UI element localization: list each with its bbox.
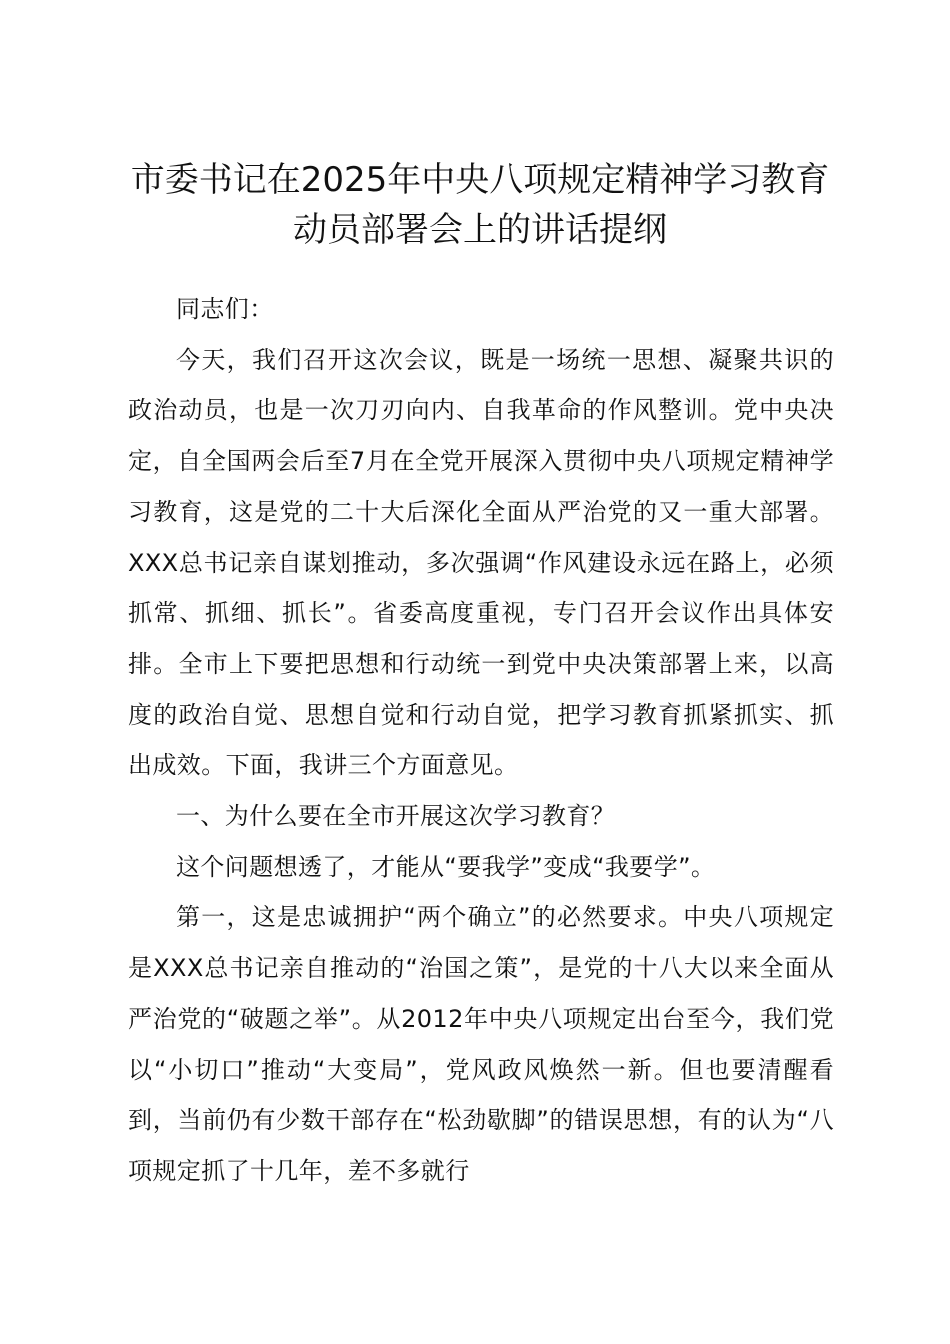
intro-paragraph: 今天，我们召开这次会议，既是一场统一思想、凝聚共识的政治动员，也是一次刀刃向内、自我革命的作风整训。党中央决定，自全国两会后至7月在全党开展深入贯彻中央八项规定精神学习教育，这是党的二十大后深化全面从严治党的又一重大部署。XXX总书记亲自谋划推动，多次强调“作风建设永远在路上，必须抓常、抓细、抓长”。省委高度重视，专门召开会议作出具体安排。全市上下要把思想和行动统一到党中央决策部署上来，以高度的政治自觉、思想自觉和行动自觉，把学习教育抓紧抓实、抓出成效。下面，我讲三个方面意见。: [128, 345, 834, 780]
section-intro-paragraph: 这个问题想透了，才能从“要我学”变成“我要学”。: [176, 852, 716, 881]
document-body: [128, 284, 834, 1197]
salutation-paragraph: 同志们：: [176, 295, 274, 323]
point-one-paragraph: 第一，这是忠诚拥护“两个确立”的必然要求。中央八项规定是XXX总书记亲自推动的“治国之策”，是党的十八大以来全面从严治党的“破题之举”。从2012年中央八项规定出台至今，我们党以“小切口”推动“大变局”，党风政风焕然一新。但也要清醒看到，当前仍有少数干部存在“松劲歇脚”的错误思想，有的认为“八项规定抓了十几年，差不多就行: [128, 903, 834, 1185]
section-heading-1: 一、为什么要在全市开展这次学习教育？: [176, 802, 616, 831]
document-title: 市委书记在2025年中央八项规定精神学习教育动员部署会上的讲话提纲: [130, 160, 830, 250]
